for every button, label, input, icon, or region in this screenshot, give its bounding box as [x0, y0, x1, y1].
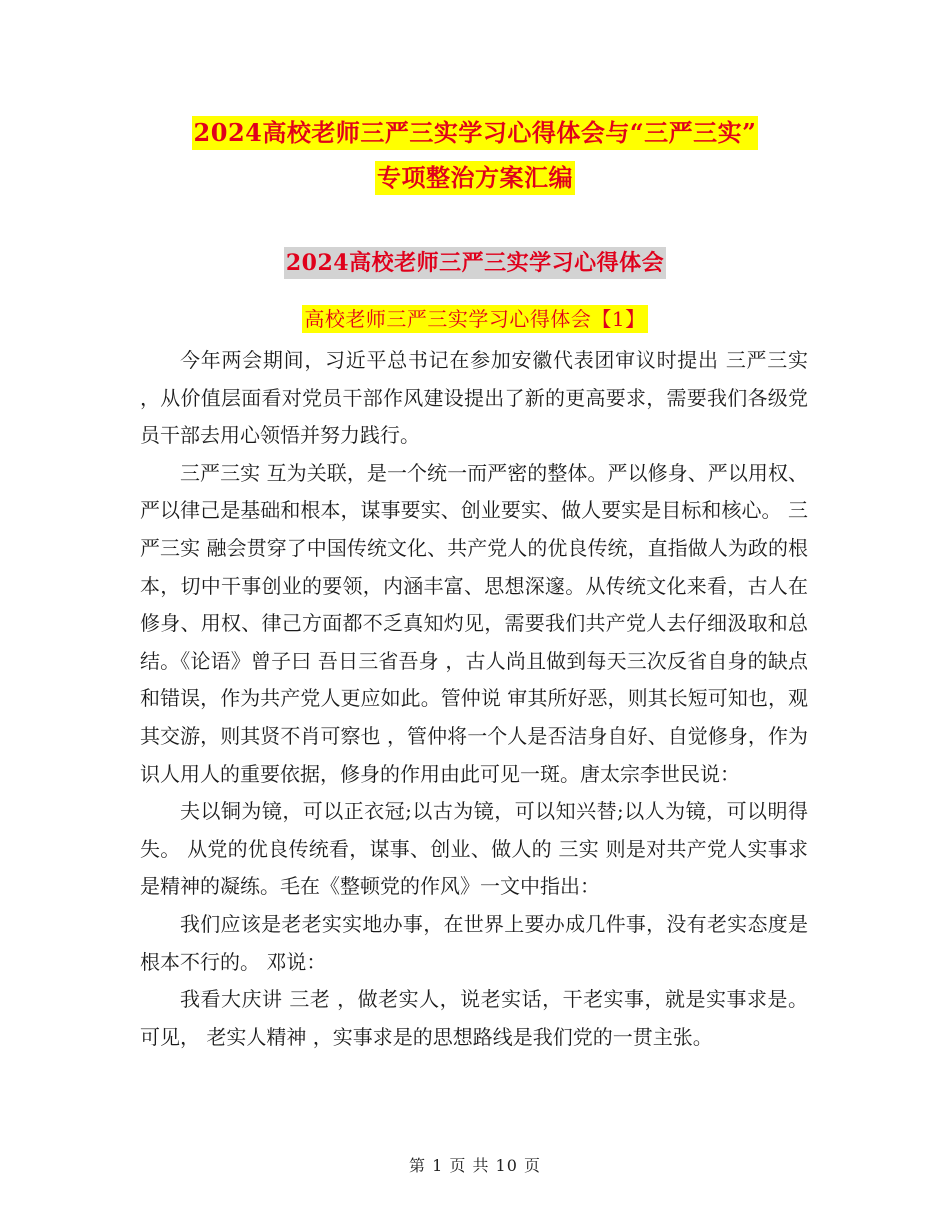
paragraph: 今年两会期间，习近平总书记在参加安徽代表团审议时提出 三严三实 ，从价值层面看对党员干部作风建设提出了新的更高要求，需要我们各级党员干部去用心领悟并努力践行。 — [140, 348, 808, 448]
document-title-line-1 — [0, 116, 950, 150]
subsection-heading-text: 高校老师三严三实学习心得体会【1】 — [304, 307, 646, 331]
document-title-line-2 — [0, 161, 950, 195]
subsection-heading — [0, 305, 950, 333]
paragraph: 夫以铜为镜，可以正衣冠;以古为镜，可以知兴替;以人为镜，可以明得失。 从党的优良传统看，谋事、创业、做人的 三实 则是对共产党人实事求是精神的凝练。毛在《整顿党的作风》一文中指出： — [140, 799, 808, 899]
page-number-footer: 第 1 页 共 10 页 — [409, 1156, 541, 1175]
article-body — [140, 342, 808, 1056]
section-heading-text: 2024高校老师三严三实学习心得体会 — [284, 247, 666, 279]
paragraph: 我看大庆讲 三老 ，做老实人，说老实话，干老实事，就是实事求是。 可见， 老实人精神 ，实事求是的思想路线是我们党的一贯主张。 — [140, 987, 808, 1049]
section-heading — [0, 247, 950, 280]
title-text-2: 专项整治方案汇编 — [375, 161, 575, 195]
paragraph: 我们应该是老老实实地办事，在世界上要办成几件事，没有老实态度是根本不行的。 邓说： — [140, 911, 808, 974]
paragraph: 三严三实 互为关联，是一个统一而严密的整体。严以修身、严以用权、严以律己是基础和根本，谋事要实、创业要实、做人要实是目标和核心。 三严三实 融会贯穿了中国传统文化、共产党人的优良传统，直指做人为政的根本，切中干事创业的要领，内涵丰富、思想深邃。从传统文化来看，古人在修身、用权、律己方面都不乏真知灼见，需要我们共产党人去仔细汲取和总结。《论语》曾子曰 吾日三省吾身 ，古人尚且做到每天三次反省自身的缺点和错误，作为共产党人更应如此。管仲说 审其所好恶，则其长短可知也，观其交游，则其贤不肖可察也 ，管仲将一个人是否洁身自好、自觉修身，作为识人用人的重要依据，修身的作用由此可见一斑。唐太宗李世民说： — [140, 460, 808, 786]
title-text-1: 2024高校老师三严三实学习心得体会与“三严三实” — [192, 116, 759, 150]
